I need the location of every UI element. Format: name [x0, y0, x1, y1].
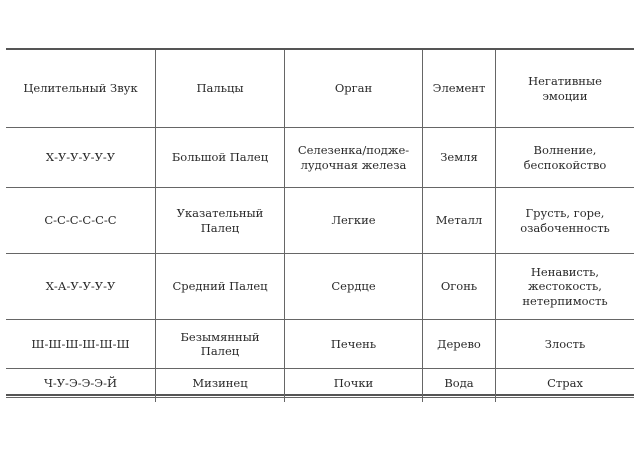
row-4-emotion: Злость: [496, 320, 634, 369]
row-5-sound: Ч-У-Э-Э-Э-Й: [6, 369, 156, 398]
row-5-organ: Почки: [285, 369, 423, 398]
header-sound: Целительный Звук: [6, 50, 156, 128]
row-3-emotion: Ненависть, жестокость, нетерпимость: [496, 254, 634, 320]
row-2-organ: Легкие: [285, 188, 423, 254]
row-5-emotion: Страх: [496, 369, 634, 398]
row-4-element: Дерево: [423, 320, 496, 369]
row-3-element: Огонь: [423, 254, 496, 320]
header-negative-emotions: Негативные эмоции: [496, 50, 634, 128]
empty-cell: [6, 398, 156, 402]
row-2-sound: С-С-С-С-С-С: [6, 188, 156, 254]
row-5-finger: Мизинец: [156, 369, 285, 398]
row-3-organ: Сердце: [285, 254, 423, 320]
row-2-emotion: Грусть, горе, озабоченность: [496, 188, 634, 254]
row-2-element: Металл: [423, 188, 496, 254]
header-fingers: Пальцы: [156, 50, 285, 128]
row-5-element: Вода: [423, 369, 496, 398]
row-1-finger: Большой Палец: [156, 128, 285, 188]
row-2-finger: Указательный Палец: [156, 188, 285, 254]
row-4-organ: Печень: [285, 320, 423, 369]
row-4-finger: Безымянный Палец: [156, 320, 285, 369]
row-3-finger: Средний Палец: [156, 254, 285, 320]
row-1-sound: Х-У-У-У-У-У: [6, 128, 156, 188]
header-element: Элемент: [423, 50, 496, 128]
empty-cell: [423, 398, 496, 402]
header-organ: Орган: [285, 50, 423, 128]
empty-cell: [156, 398, 285, 402]
row-1-emotion: Волнение, беспокойство: [496, 128, 634, 188]
row-4-sound: Ш-Ш-Ш-Ш-Ш-Ш: [6, 320, 156, 369]
empty-cell: [496, 398, 634, 402]
row-3-sound: Х-А-У-У-У-У: [6, 254, 156, 320]
row-1-organ: Селезенка/подже- лудочная железа: [285, 128, 423, 188]
row-1-element: Земля: [423, 128, 496, 188]
healing-sounds-table: [6, 48, 634, 396]
empty-cell: [285, 398, 423, 402]
